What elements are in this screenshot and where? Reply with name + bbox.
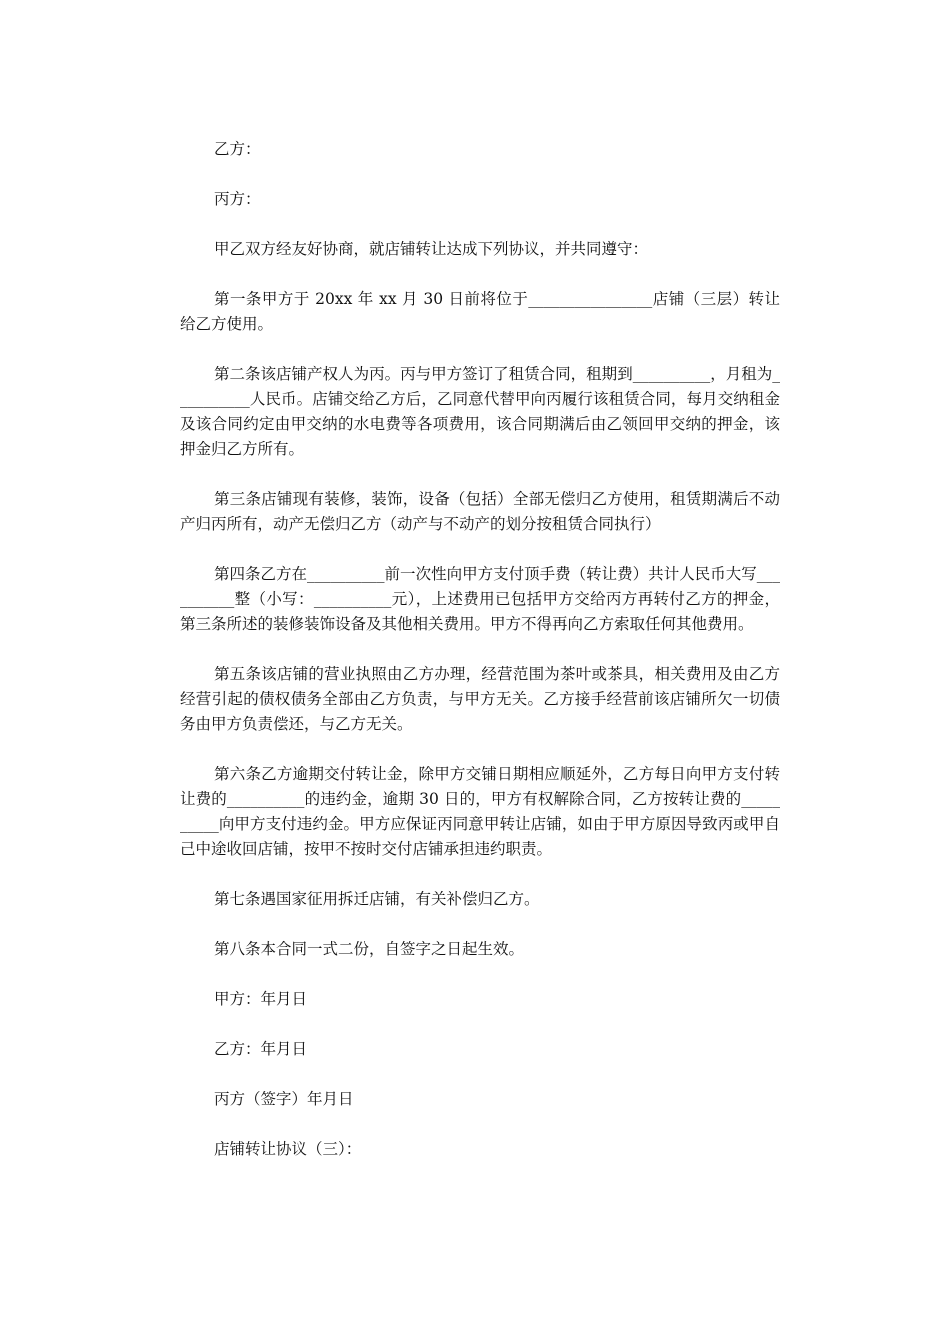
article-1: 第一条甲方于 20xx 年 xx 月 30 日前将位于________________店铺（三层）转让给乙方使用。	[180, 290, 780, 333]
signature-party-c: 丙方（签字）年月日	[214, 1090, 354, 1108]
signature-party-b: 乙方：年月日	[214, 1040, 308, 1058]
signature-party-a: 甲方：年月日	[214, 990, 308, 1008]
document-page	[180, 137, 780, 1162]
article-3: 第三条店铺现有装修，装饰，设备（包括）全部无偿归乙方使用，租赁期满后不动产归丙所有，动产无偿归乙方（动产与不动产的划分按租赁合同执行）	[180, 490, 780, 533]
agreement-intro: 甲乙双方经友好协商，就店铺转让达成下列协议，并共同遵守：	[214, 240, 649, 258]
next-agreement-heading: 店铺转让协议（三）：	[214, 1140, 362, 1158]
party-c-line: 丙方：	[214, 190, 261, 208]
article-2: 第二条该店铺产权人为丙。丙与甲方签订了租赁合同，租期到__________，月租为__________人民币。店铺交给乙方后，乙同意代替甲向丙履行该租赁合同，每月交纳租金及该合同约定由甲交纳的水电费等各项费用，该合同期满后由乙领回甲交纳的押金，该押金归乙方所有。	[180, 365, 780, 458]
article-5: 第五条该店铺的营业执照由乙方办理，经营范围为茶叶或茶具，相关费用及由乙方经营引起的债权债务全部由乙方负责，与甲方无关。乙方接手经营前该店铺所欠一切债务由甲方负责偿还，与乙方无关。	[180, 665, 780, 733]
article-6: 第六条乙方逾期交付转让金，除甲方交铺日期相应顺延外，乙方每日向甲方支付转让费的__________的违约金，逾期 30 日的，甲方有权解除合同，乙方按转让费的__________向甲方支付违约金。甲方应保证丙同意甲转让店铺，如由于甲方原因导致丙或甲自己中途收回店铺，按甲不按时交付店铺承担违约职责。	[180, 765, 780, 858]
article-7: 第七条遇国家征用拆迁店铺，有关补偿归乙方。	[214, 890, 540, 908]
article-4: 第四条乙方在__________前一次性向甲方支付顶手费（转让费）共计人民币大写__________整（小写：__________元），上述费用已包括甲方交给丙方再转付乙方的押金，第三条所述的装修装饰设备及其他相关费用。甲方不得再向乙方索取任何其他费用。	[180, 565, 780, 633]
article-8: 第八条本合同一式二份，自签字之日起生效。	[214, 940, 525, 958]
party-b-line: 乙方：	[214, 140, 261, 158]
